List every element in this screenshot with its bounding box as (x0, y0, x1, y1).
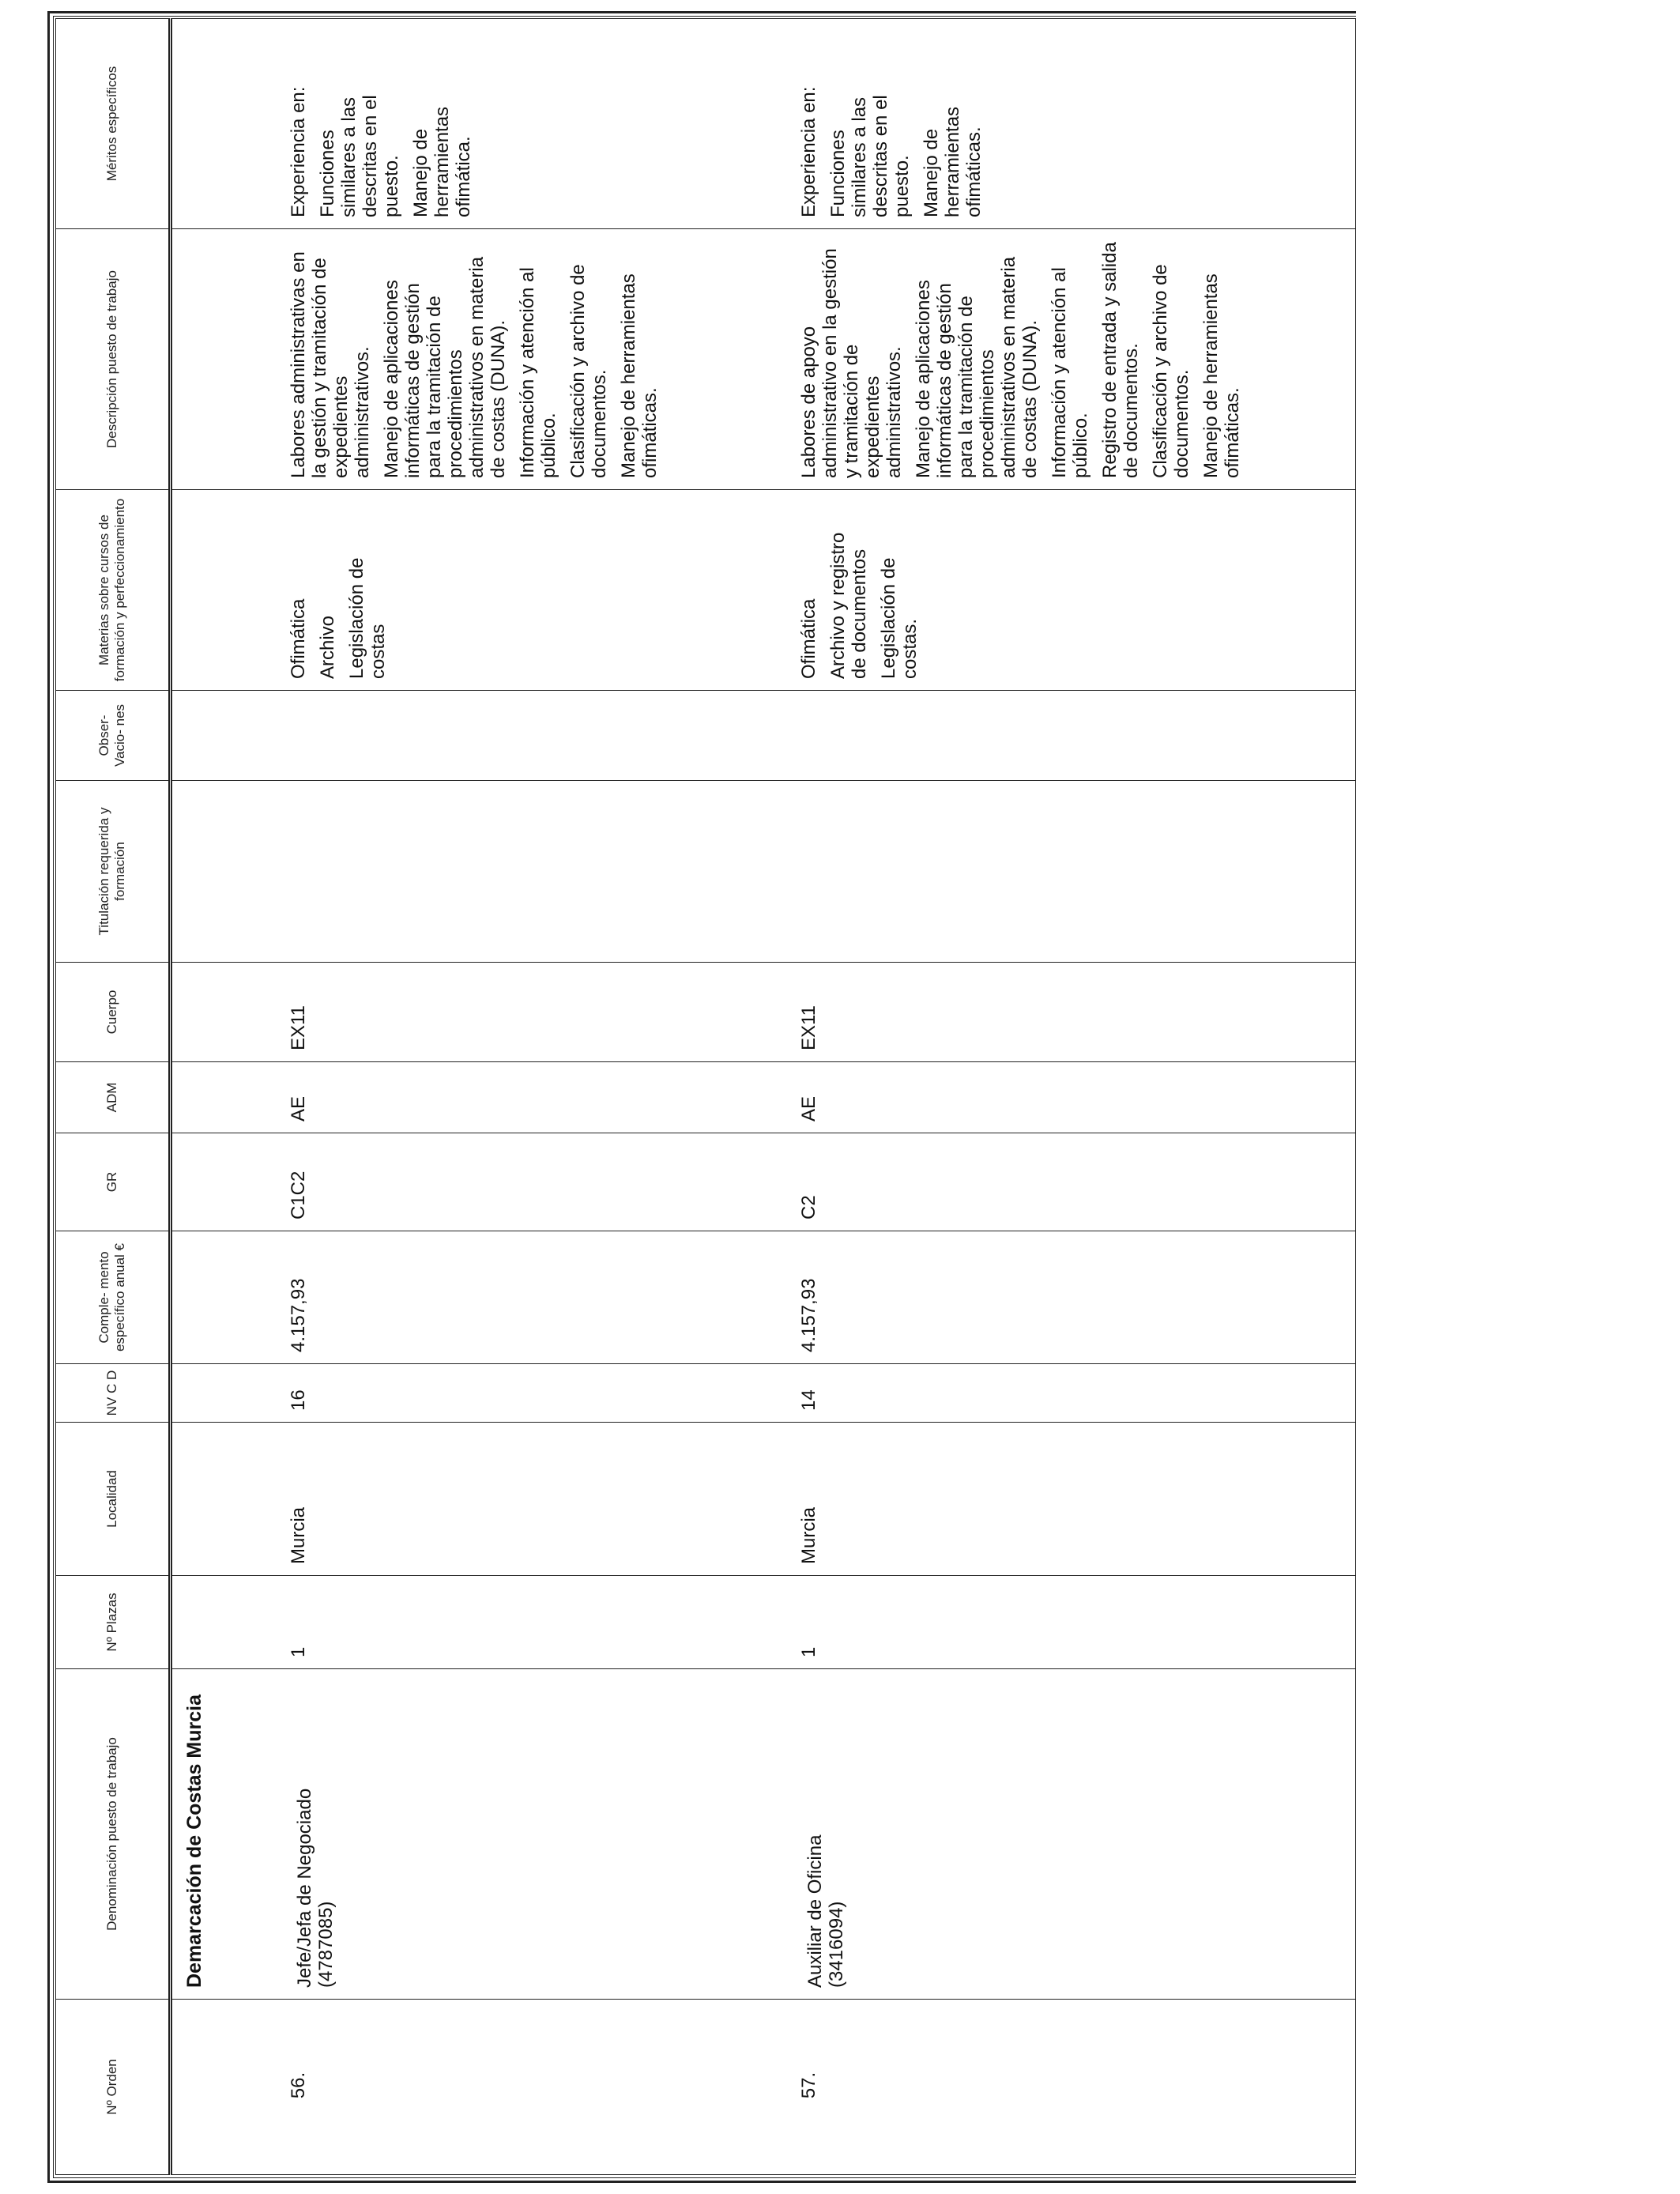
denominacion-56: Jefe/Jefa de Negociado (4787085) (294, 1788, 337, 1988)
list-item: Funciones similares a las descritas en el puesto. (827, 95, 913, 217)
header-cuerpo: Cuerpo (56, 963, 171, 1062)
plazas-56: 1 (288, 1646, 309, 1657)
complemento-57: 4.157,93 (798, 1278, 819, 1352)
body-row (171, 19, 1356, 2175)
list-item: Manejo de herramientas ofimáticas. (1200, 273, 1243, 478)
section-title: Demarcación de Costas Murcia (183, 1695, 205, 1988)
list-item: Legislación de costas. (878, 557, 921, 679)
cell-observaciones (171, 691, 1356, 781)
materias-56 (288, 513, 397, 679)
list-item: Manejo de aplicaciones informáticas de gestión para la tramitación de procedimientos administrativos en materia de costas (DUNA). (381, 256, 509, 478)
cell-materias (171, 490, 1356, 691)
header-localidad: Localidad (56, 1423, 171, 1576)
rotated-table-container (55, 19, 1356, 2175)
meritos-57 (798, 51, 993, 217)
nvcd-56: 16 (288, 1389, 309, 1411)
cell-complemento (171, 1231, 1356, 1364)
gr-56: C1C2 (288, 1171, 309, 1220)
list-item: Funciones similares a las descritas en el puesto. (317, 95, 402, 217)
adm-56: AE (288, 1095, 309, 1122)
header-adm: ADM (56, 1062, 171, 1133)
header-descripcion: Descripción puesto de trabajo (56, 229, 171, 490)
cell-denominacion (171, 1669, 1356, 2000)
list-item: Clasificación y archivo de documentos. (1150, 264, 1192, 478)
list-item: Labores de apoyo administrativo en la gestión y tramitación de expedientes administrativos. (798, 248, 905, 478)
localidad-56: Murcia (288, 1506, 309, 1564)
posts-table (55, 18, 1356, 2175)
header-nvcd: NV C D (56, 1364, 171, 1423)
list-item: Experiencia en: (798, 86, 819, 217)
cell-gr (171, 1133, 1356, 1231)
localidad-57: Murcia (798, 1506, 819, 1564)
list-item: Ofimática (798, 598, 819, 679)
cell-localidad (171, 1423, 1356, 1576)
list-item: Legislación de costas (346, 557, 389, 679)
cuerpo-57: EX11 (798, 1005, 819, 1050)
list-item: Manejo de aplicaciones informáticas de gestión para la tramitación de procedimientos administrativos en materia de costas (DUNA). (913, 256, 1041, 478)
header-materias: Materias sobre cursos de formación y perfeccionamiento (56, 490, 171, 691)
cell-adm (171, 1062, 1356, 1133)
header-gr: GR (56, 1133, 171, 1231)
list-item: Clasificación y archivo de documentos. (567, 264, 610, 478)
cell-descripcion (171, 229, 1356, 490)
header-observaciones: Obser- Vacio- nes (56, 691, 171, 781)
list-item: Manejo de herramientas ofimática. (410, 106, 474, 217)
meritos-56 (288, 51, 482, 217)
list-item: Archivo (317, 615, 338, 679)
list-item: Manejo de herramientas ofimáticas. (618, 273, 661, 478)
header-row (56, 19, 171, 2175)
complemento-56: 4.157,93 (288, 1278, 309, 1352)
cell-meritos (171, 19, 1356, 229)
cell-cuerpo (171, 963, 1356, 1062)
list-item: Archivo y registro de documentos (827, 532, 870, 679)
denominacion-57: Auxiliar de Oficina (3416094) (804, 1834, 847, 1988)
cuerpo-56: EX11 (288, 1005, 309, 1050)
adm-57: AE (798, 1095, 819, 1122)
header-titulacion: Titulación requerida y formación (56, 781, 171, 963)
cell-orden (171, 2000, 1356, 2175)
list-item: Registro de entrada y salida de documentos. (1099, 242, 1142, 478)
list-item: Experiencia en: (288, 86, 309, 217)
gr-57: C2 (798, 1195, 819, 1220)
plazas-57: 1 (798, 1646, 819, 1657)
descripcion-57 (798, 241, 1251, 478)
orden-56: 56. (288, 2071, 309, 2099)
nvcd-57: 14 (798, 1389, 819, 1411)
header-plazas: Nº Plazas (56, 1576, 171, 1669)
header-denominacion: Denominación puesto de trabajo (56, 1669, 171, 2000)
header-orden: Nº Orden (56, 2000, 171, 2175)
list-item: Información y atención al público. (1049, 267, 1091, 478)
cell-plazas (171, 1576, 1356, 1669)
header-meritos: Méritos específicos (56, 19, 171, 229)
list-item: Ofimática (288, 598, 309, 679)
header-complemento: Comple- mento específico anual € (56, 1231, 171, 1364)
materias-57 (798, 513, 929, 679)
list-item: Información y atención al público. (517, 267, 559, 478)
descripcion-56 (288, 241, 669, 478)
cell-titulacion (171, 781, 1356, 963)
list-item: Manejo de herramientas ofimáticas. (921, 106, 985, 217)
list-item: Labores administrativas en la gestión y tramitación de expedientes administrativos. (288, 251, 373, 478)
cell-nvcd (171, 1364, 1356, 1423)
orden-57: 57. (798, 2071, 819, 2099)
